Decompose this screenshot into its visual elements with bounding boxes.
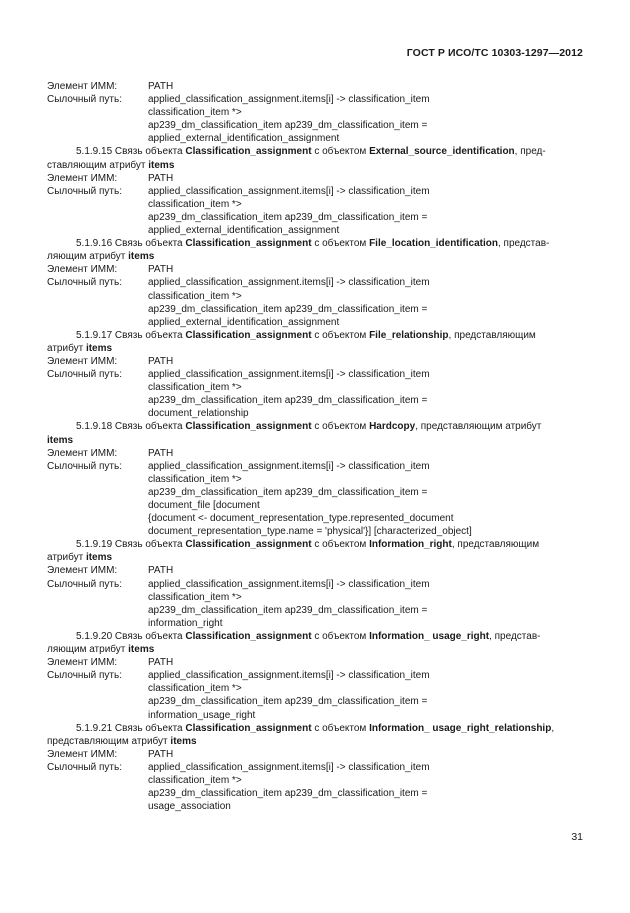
path-line: applied_classification_assignment.items[i] -> classification_item — [148, 578, 430, 590]
clause-number-text: 5.1.9.20 Связь объекта — [76, 630, 186, 642]
clause-block — [47, 420, 583, 538]
clause-block — [47, 722, 583, 814]
element-row — [47, 748, 583, 761]
path-row — [47, 93, 583, 106]
element-label: Элемент ИММ: — [47, 657, 118, 669]
path-line: applied_external_identification_assignment — [148, 225, 340, 237]
clause-number-text: 5.1.9.21 Связь объекта — [76, 722, 186, 734]
element-row — [47, 656, 583, 669]
clause-continuation-text: атрибут — [47, 342, 86, 354]
path-line: information_right — [148, 617, 223, 629]
path-row — [47, 669, 583, 682]
path-line: document_relationship — [148, 408, 249, 420]
clause-connector-text: с объектом — [311, 539, 370, 551]
path-line: usage_association — [148, 801, 231, 813]
clause-heading-line — [47, 630, 583, 643]
attribute-name: items — [170, 735, 197, 747]
clause-tail-text: , пред- — [514, 146, 546, 158]
clause-heading-continuation — [47, 551, 583, 564]
clause-heading-line — [47, 420, 583, 433]
attribute-name: items — [128, 644, 155, 656]
clause-continuation-text: ляющим атрибут — [47, 644, 129, 656]
target-entity-name: Hardcopy — [369, 421, 416, 433]
element-value: PATH — [148, 447, 174, 459]
target-entity-name: File_relationship — [369, 329, 449, 341]
clause-number-text: 5.1.9.18 Связь объекта — [76, 421, 186, 433]
path-line: applied_classification_assignment.items[i] -> classification_item — [148, 94, 430, 106]
path-line: document_representation_type.name = 'physical'}] [characterized_object] — [148, 526, 472, 538]
clause-heading — [47, 145, 583, 171]
path-line: applied_classification_assignment.items[i] -> classification_item — [148, 670, 430, 682]
path-line: classification_item *> — [148, 290, 242, 302]
element-row — [47, 447, 583, 460]
path-line: applied_classification_assignment.items[i] -> classification_item — [148, 277, 430, 289]
path-line: information_usage_right — [148, 709, 256, 721]
element-label: Элемент ИММ: — [47, 748, 118, 760]
element-row — [47, 564, 583, 577]
element-value: PATH — [148, 565, 174, 577]
clause-block — [47, 538, 583, 630]
clause-tail-text: , представляющим — [451, 539, 540, 551]
path-row — [47, 185, 583, 198]
path-line: document_file [document — [148, 500, 260, 511]
path-label: Сылочный путь: — [47, 670, 122, 682]
path-line: classification_item *> — [148, 382, 242, 394]
clause-tail-text: , представляющим — [448, 329, 536, 341]
target-entity-name: External_source_identification — [369, 146, 515, 158]
entity-name: Classification_assignment — [185, 421, 312, 433]
element-label: Элемент ИММ: — [47, 447, 118, 459]
document-header: ГОСТ Р ИСО/ТС 10303-1297—2012 — [406, 47, 583, 59]
clause-tail-text: , представляющим атрибут — [415, 421, 542, 433]
clause-heading — [47, 630, 583, 656]
path-line: ap239_dm_classification_item ap239_dm_classification_item = — [148, 788, 428, 800]
clause-heading — [47, 237, 583, 263]
element-row — [47, 263, 583, 276]
clause-tail-text: , представ- — [497, 238, 550, 250]
document-body — [47, 80, 583, 813]
path-line: ap239_dm_classification_item ap239_dm_classification_item = — [148, 604, 428, 616]
clause-connector-text: с объектом — [311, 722, 370, 734]
target-entity-name: Information_ usage_right_relationship — [369, 722, 552, 734]
path-row — [47, 578, 583, 591]
element-row — [47, 355, 583, 368]
element-value: PATH — [148, 172, 174, 184]
element-row — [47, 80, 583, 93]
element-value: PATH — [148, 355, 174, 367]
element-value: PATH — [148, 657, 174, 669]
element-value: PATH — [148, 264, 174, 276]
path-line: classification_item *> — [148, 198, 242, 210]
element-label: Элемент ИММ: — [47, 355, 118, 367]
clause-continuation-text: ляющим атрибут — [47, 251, 129, 263]
path-line: classification_item *> — [148, 107, 242, 119]
page-number: 31 — [571, 831, 583, 843]
element-label: Элемент ИММ: — [47, 565, 118, 577]
path-line: ap239_dm_classification_item ap239_dm_classification_item = — [148, 211, 428, 223]
path-row — [47, 460, 583, 473]
clause-number-text: 5.1.9.17 Связь объекта — [76, 329, 186, 341]
clause-connector-text: с объектом — [311, 329, 370, 341]
clause-block — [47, 630, 583, 722]
clause-heading — [47, 329, 583, 355]
entity-name: Classification_assignment — [185, 630, 312, 642]
path-line: applied_classification_assignment.items[i] -> classification_item — [148, 185, 430, 197]
path-label: Сылочный путь: — [47, 94, 122, 106]
path-line: applied_classification_assignment.items[i] -> classification_item — [148, 369, 430, 381]
clause-tail-text: , — [551, 722, 555, 734]
clause-block — [47, 329, 583, 421]
path-line: applied_classification_assignment.items[i] -> classification_item — [148, 761, 430, 773]
clause-number-text: 5.1.9.15 Связь объекта — [76, 146, 186, 158]
path-line: classification_item *> — [148, 591, 242, 603]
path-line: classification_item *> — [148, 683, 242, 695]
element-value: PATH — [148, 748, 174, 760]
target-entity-name: Information_right — [369, 539, 452, 551]
attribute-name: items — [128, 251, 155, 263]
path-label: Сылочный путь: — [47, 369, 122, 381]
clause-heading-continuation — [47, 250, 583, 263]
clause-heading-continuation — [47, 159, 583, 172]
target-entity-name: File_location_identification — [369, 238, 498, 250]
clause-heading-continuation — [47, 342, 583, 355]
element-label: Элемент ИММ: — [47, 172, 118, 184]
clause-continuation-text: ставляющим атрибут — [47, 159, 149, 171]
attribute-name: items — [85, 342, 113, 354]
path-label: Сылочный путь: — [47, 460, 122, 472]
clause-heading-line — [47, 329, 583, 342]
clause-connector-text: с объектом — [311, 630, 370, 642]
attribute-name: items — [148, 159, 175, 171]
path-line: ap239_dm_classification_item ap239_dm_classification_item = — [148, 696, 428, 708]
target-entity-name: Information_ usage_right — [369, 630, 490, 642]
clause-heading-line — [47, 145, 583, 158]
path-label: Сылочный путь: — [47, 277, 122, 289]
path-line: applied_external_identification_assignment — [148, 133, 340, 145]
entity-name: Classification_assignment — [185, 539, 312, 551]
clause-continuation-text: представляющим атрибут — [47, 735, 171, 747]
clause-heading-continuation — [47, 434, 583, 447]
clause-connector-text: с объектом — [311, 146, 370, 158]
path-label: Сылочный путь: — [47, 578, 122, 590]
path-label: Сылочный путь: — [47, 761, 122, 773]
element-label: Элемент ИММ: — [47, 81, 118, 92]
entity-name: Classification_assignment — [185, 146, 312, 158]
clause-heading — [47, 420, 583, 446]
clause-tail-text: , представ- — [489, 630, 541, 642]
path-label: Сылочный путь: — [47, 185, 122, 197]
entity-name: Classification_assignment — [185, 238, 312, 250]
path-line: classification_item *> — [148, 473, 242, 485]
clause-heading — [47, 538, 583, 564]
clause-block — [47, 237, 583, 329]
path-line: ap239_dm_classification_item ap239_dm_classification_item = — [148, 486, 428, 498]
path-line: applied_external_identification_assignment — [148, 316, 340, 328]
path-row — [47, 761, 583, 774]
path-line: {document <- document_representation_type.represented_document — [148, 513, 454, 525]
clause-connector-text: с объектом — [311, 421, 370, 433]
clause-connector-text: с объектом — [311, 238, 370, 250]
element-label: Элемент ИММ: — [47, 264, 118, 276]
clause-continuation-text: атрибут — [47, 552, 86, 564]
path-row — [47, 368, 583, 381]
clause-number-text: 5.1.9.19 Связь объекта — [76, 539, 186, 551]
element-row — [47, 172, 583, 185]
clause-heading-line — [47, 722, 583, 735]
element-value: PATH — [148, 81, 174, 92]
path-line: ap239_dm_classification_item ap239_dm_classification_item = — [148, 303, 428, 315]
clause-heading-line — [47, 538, 583, 551]
clause-block — [47, 80, 583, 145]
attribute-name: items — [47, 434, 74, 446]
path-line: applied_classification_assignment.items[i] -> classification_item — [148, 460, 430, 472]
path-line: ap239_dm_classification_item ap239_dm_classification_item = — [148, 120, 428, 132]
path-line: ap239_dm_classification_item ap239_dm_classification_item = — [148, 395, 428, 407]
clause-heading-continuation — [47, 643, 583, 656]
clause-number-text: 5.1.9.16 Связь объекта — [76, 238, 186, 250]
attribute-name: items — [85, 552, 113, 564]
path-row — [47, 276, 583, 289]
entity-name: Classification_assignment — [185, 329, 312, 341]
clause-heading — [47, 722, 583, 748]
entity-name: Classification_assignment — [185, 722, 312, 734]
clause-block — [47, 145, 583, 237]
clause-heading-continuation — [47, 735, 583, 748]
clause-heading-line — [47, 237, 583, 250]
path-line: classification_item *> — [148, 774, 242, 786]
